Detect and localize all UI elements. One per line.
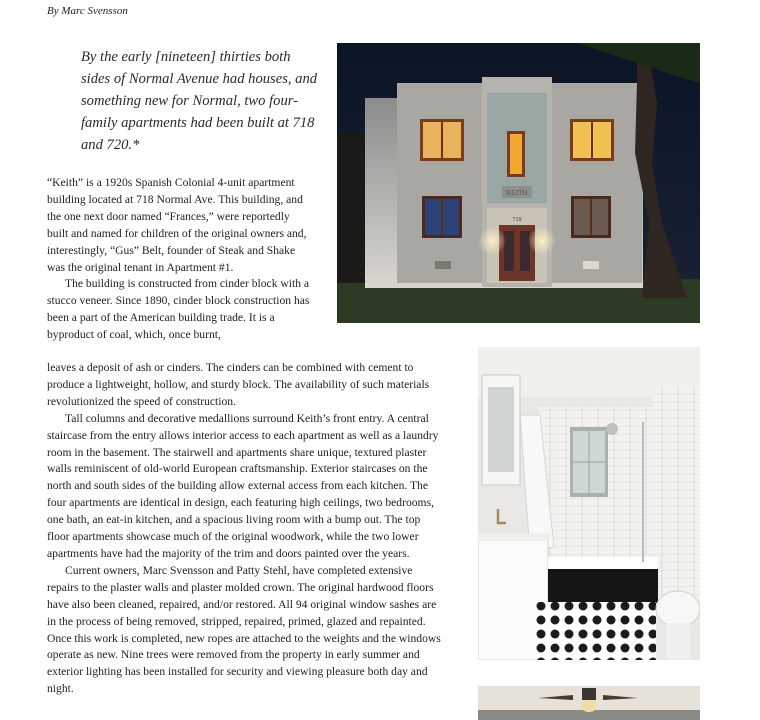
ceiling-fan-photo <box>478 686 700 720</box>
pull-quote: By the early [nineteen] thirties both sides of Normal Avenue had houses, and something new for Normal, two four-family apartments had been built at 718 and 720.* <box>81 49 318 153</box>
bathroom-photo <box>478 347 700 660</box>
article-column-wide <box>47 360 442 698</box>
paragraph-3: Tall columns and decorative medallions surround Keith’s front entry. A central staircase from the entry allows interior access to each apartment as well as a laundry room in the basement. The stairwell and apartments share unique, textured plaster walls reminiscent of old-world European craftsmanship. Exterior staircases on the north and south sides of the building allow external access from each kitchen. The four apartments are identical in design, each featuring high ceilings, two bedrooms, one bath, an eat-in kitchen, and a spacious living room with a bump out. The top floor apartments showcase much of the original woodwork, while the two lower apartments have had the majority of the trim and doors painted over the years. <box>47 411 439 560</box>
paragraph-4: Current owners, Marc Svensson and Patty Stehl, have completed extensive repairs to the plaster walls and plaster molded crown. The original hardwood floors have also been cleaned, repaired, and/or restored. All 94 original window sashes are in the process of being removed, stripped, repaired, primed, glazed and repainted. Once this work is completed, new ropes are attached to the weights and the windows operate as new. Nine trees were removed from the property in early summer and exterior lighting has been installed for security and viewing pleasure both day and night. <box>47 563 441 696</box>
article-column-narrow <box>47 175 311 344</box>
paragraph-2-end: leaves a deposit of ash or cinders. The cinders can be combined with cement to produce a lightweight, hollow, and sturdy block. The availability of such materials revolutionized the speed of construction. <box>47 361 430 408</box>
entry-number: 718 <box>512 217 522 223</box>
building-night-photo <box>337 43 700 323</box>
byline: By Marc Svensson <box>47 5 128 17</box>
paragraph-1: “Keith” is a 1920s Spanish Colonial 4-unit apartment building located at 718 Normal Ave. This building, and the one next door named “Frances,” were reportedly built and named for children of the original owners and, interestingly, “Gus” Belt, founder of Steak and Shake was the original tenant in Apartment #1. <box>47 176 307 274</box>
paragraph-2-start: The building is constructed from cinder block with a stucco veneer. Since 1890, cinder block construction has been a part of the American building trade. It is a byproduct of coal, which, once burnt, <box>47 277 310 342</box>
building-sign: KEITH <box>506 189 528 197</box>
